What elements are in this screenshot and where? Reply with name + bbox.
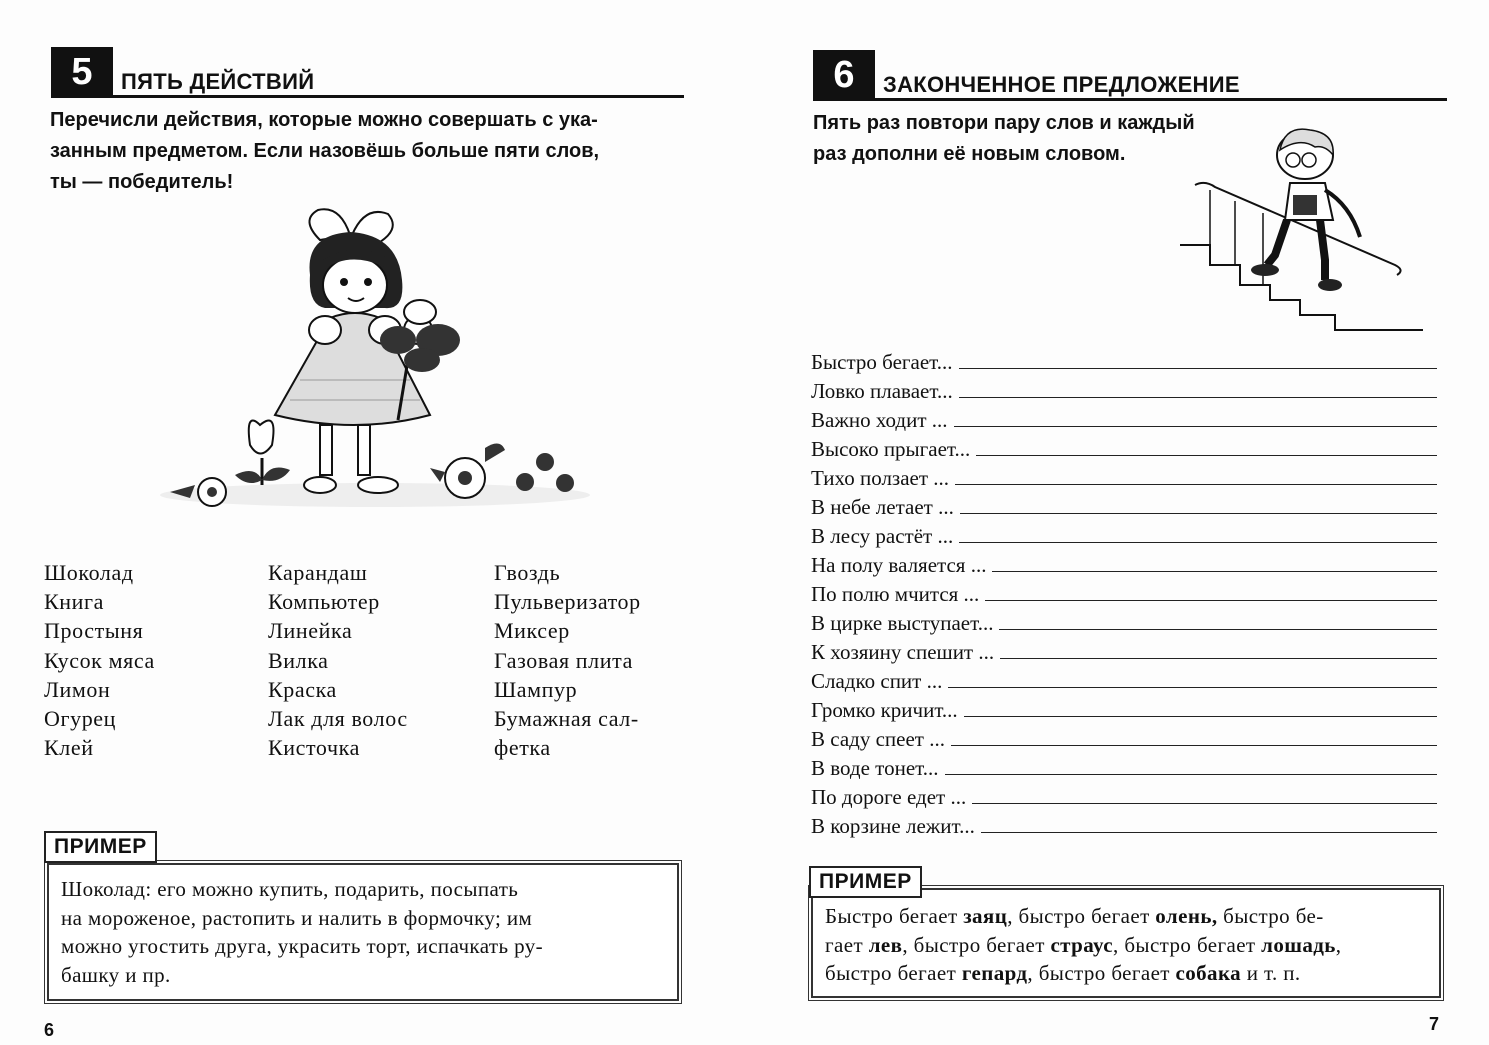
answer-line[interactable]	[999, 629, 1437, 630]
prompt-row	[811, 346, 1437, 375]
prompt-row	[811, 404, 1437, 433]
example-text: и т. п.	[1241, 961, 1301, 985]
prompt-text: В небе летает ...	[811, 495, 954, 519]
header-rule	[51, 95, 684, 98]
example-answer: собака	[1175, 961, 1242, 985]
prompt-row	[811, 810, 1437, 839]
prompt-text: К хозяину спешит ...	[811, 640, 995, 664]
word-item: Шампур	[494, 676, 578, 702]
prompt-row	[811, 578, 1437, 607]
prompt-row	[811, 375, 1437, 404]
answer-line[interactable]	[964, 716, 1437, 717]
prompt-text: Важно ходит ...	[811, 408, 948, 432]
prompt-text: На полу валяется ...	[811, 553, 987, 577]
prompt-text: Громко кричит...	[811, 698, 958, 722]
answer-line[interactable]	[959, 542, 1437, 543]
word-item: Лимон	[44, 676, 111, 702]
page-number: 6	[44, 1020, 55, 1040]
word-item: Газовая плита	[494, 647, 633, 673]
word-item: Клей	[44, 735, 94, 761]
exercise-5-header	[51, 47, 314, 97]
answer-line[interactable]	[954, 426, 1437, 427]
prompt-row	[811, 752, 1437, 781]
example-answer: лошадь	[1261, 932, 1336, 957]
answer-line[interactable]	[992, 571, 1437, 572]
example-answer: олень,	[1155, 904, 1218, 928]
word-item: Миксер	[494, 618, 570, 644]
example-text: Быстро бегает	[825, 904, 964, 928]
task-line: Перечисли действия, которые можно совершать с ука-	[50, 109, 598, 131]
prompt-text: Ловко плавает...	[811, 379, 953, 403]
task-line: ты — победитель!	[50, 171, 234, 193]
prompt-text: Высоко прыгает...	[811, 437, 971, 461]
answer-line[interactable]	[951, 745, 1437, 746]
exercise-title: ПЯТЬ ДЕЙСТВИЙ	[121, 69, 315, 94]
prompt-row	[811, 491, 1437, 520]
example-answer: гепард	[961, 961, 1028, 985]
prompt-row	[811, 433, 1437, 462]
answer-line[interactable]	[959, 368, 1437, 369]
example-label: ПРИМЕР	[809, 866, 922, 898]
word-item: Лак для волос	[268, 706, 408, 732]
word-item: Пульверизатор	[494, 589, 641, 615]
prompt-text: В лесу растёт ...	[811, 524, 954, 548]
answer-line[interactable]	[959, 397, 1437, 398]
exercise-number: 5	[51, 47, 113, 97]
example-text: , быстро бегает	[1007, 904, 1156, 928]
example-text: ,	[1335, 932, 1342, 957]
task-line: Пять раз повтори пару слов и каждый	[813, 112, 1195, 134]
boy-on-stairs-illustration	[1175, 125, 1430, 340]
prompt-text: В саду спеет ...	[811, 727, 945, 751]
example-line: можно угостить друга, украсить торт, испачкать ру-	[61, 934, 543, 958]
prompt-text: По полю мчится ...	[811, 582, 980, 606]
prompt-row	[811, 723, 1437, 752]
exercise-6-header	[813, 50, 1240, 100]
answer-line[interactable]	[960, 513, 1437, 514]
word-item: Бумажная сал-	[494, 706, 639, 732]
prompt-row	[811, 636, 1437, 665]
word-item: Простыня	[44, 618, 144, 644]
prompt-text: Быстро бегает...	[811, 350, 953, 374]
word-item: Книга	[44, 589, 105, 615]
example-box	[811, 888, 1441, 998]
answer-line[interactable]	[945, 774, 1438, 775]
right-page	[745, 0, 1489, 1045]
example-line	[825, 902, 1427, 931]
answer-line[interactable]	[948, 687, 1437, 688]
example-line: на мороженое, растопить и налить в формочку; им	[61, 905, 533, 930]
word-item: Компьютер	[268, 589, 380, 615]
word-item: фетка	[494, 735, 551, 761]
prompt-row	[811, 694, 1437, 723]
prompt-row	[811, 549, 1437, 578]
example-text: быстро бегает	[825, 961, 962, 985]
word-item: Кусок мяса	[44, 647, 155, 673]
example-line	[825, 959, 1427, 988]
word-item: Гвоздь	[494, 560, 561, 585]
prompt-row	[811, 665, 1437, 694]
prompt-text: В корзине лежит...	[811, 814, 975, 838]
exercise-title: ЗАКОНЧЕННОЕ ПРЕДЛОЖЕНИЕ	[883, 72, 1240, 97]
example-text: , быстро бегает	[1113, 932, 1262, 957]
prompt-row	[811, 781, 1437, 810]
word-item: Краска	[268, 676, 337, 702]
example-line: Шоколад: его можно купить, подарить, посыпать	[61, 877, 519, 901]
girl-with-flower-illustration	[140, 200, 610, 530]
word-item: Карандаш	[268, 560, 368, 585]
example-answer: заяц	[963, 904, 1008, 928]
example-line	[825, 931, 1427, 960]
word-column-1	[44, 558, 155, 762]
page-number: 7	[1429, 1014, 1440, 1034]
answer-line[interactable]	[976, 455, 1437, 456]
prompt-row	[811, 607, 1437, 636]
word-item: Вилка	[268, 647, 329, 673]
word-item: Шоколад	[44, 560, 134, 585]
answer-line[interactable]	[972, 803, 1437, 804]
task-line: раз дополни её новым словом.	[813, 143, 1126, 165]
task-line: занным предметом. Если назовёшь больше пяти слов,	[50, 140, 600, 162]
sentence-completion-list	[811, 346, 1437, 839]
word-column-3	[494, 558, 641, 762]
prompt-text: Тихо ползает ...	[811, 466, 950, 490]
example-label: ПРИМЕР	[44, 831, 157, 863]
example-answer: лев	[868, 932, 903, 957]
task-text	[50, 105, 700, 198]
example-line: башку и пр.	[61, 962, 171, 987]
word-column-2	[268, 558, 408, 762]
prompt-text: Сладко спит ...	[811, 669, 943, 693]
prompt-text: По дороге едет ...	[811, 785, 967, 809]
answer-line[interactable]	[985, 600, 1437, 601]
exercise-number: 6	[813, 50, 875, 100]
example-text: гает	[825, 932, 869, 957]
example-text: , быстро бегает	[1027, 961, 1176, 985]
header-rule	[813, 98, 1447, 101]
left-page	[0, 0, 744, 1045]
answer-line[interactable]	[955, 484, 1437, 485]
example-text: , быстро бегает	[902, 932, 1051, 957]
example-text: быстро бе-	[1217, 904, 1324, 928]
word-item: Кисточка	[268, 735, 360, 761]
prompt-text: В воде тонет...	[811, 756, 939, 780]
prompt-text: В цирке выступает...	[811, 611, 994, 635]
answer-line[interactable]	[1000, 658, 1437, 659]
prompt-row	[811, 520, 1437, 549]
word-item: Огурец	[44, 706, 117, 732]
prompt-row	[811, 462, 1437, 491]
example-answer: страус	[1050, 932, 1114, 957]
answer-line[interactable]	[981, 832, 1437, 833]
word-item: Линейка	[268, 618, 353, 644]
example-box	[47, 863, 679, 1001]
